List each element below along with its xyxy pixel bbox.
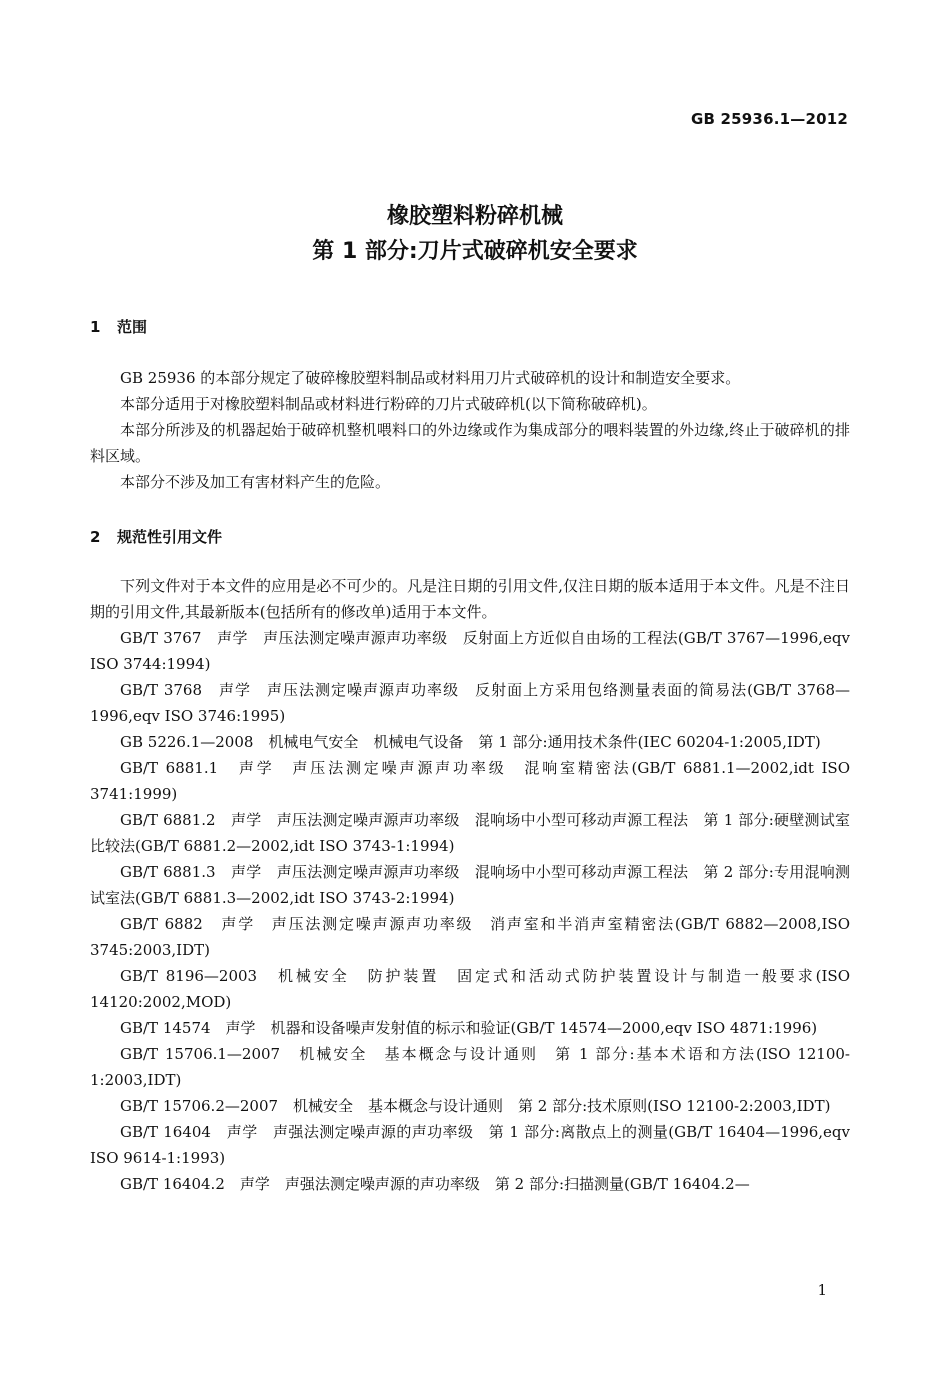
reference-item: GB/T 3768 声学 声压法测定噪声源声功率级 反射面上方采用包络测量表面的简易法(GB/T 3768—1996,eqv ISO 3746:1995)	[90, 681, 850, 725]
section-number: 1	[90, 318, 101, 336]
reference-item: GB/T 6882 声学 声压法测定噪声源声功率级 消声室和半消声室精密法(GB/T 6882—2008,ISO 3745:2003,IDT)	[90, 915, 850, 959]
reference-item: GB/T 16404 声学 声强法测定噪声源的声功率级 第 1 部分:离散点上的测量(GB/T 16404—1996,eqv ISO 9614-1:1993)	[90, 1123, 850, 1167]
reference-item: GB/T 3767 声学 声压法测定噪声源声功率级 反射面上方近似自由场的工程法(GB/T 3767—1996,eqv ISO 3744:1994)	[90, 629, 850, 673]
paragraph: 本部分适用于对橡胶塑料制品或材料进行粉碎的刀片式破碎机(以下简称破碎机)。	[120, 395, 657, 413]
document-title-line2: 第 1 部分:刀片式破碎机安全要求	[312, 239, 638, 264]
section-2-body	[90, 573, 850, 1197]
paragraph: GB 25936 的本部分规定了破碎橡胶塑料制品或材料用刀片式破碎机的设计和制造安全要求。	[120, 369, 741, 387]
paragraph: 本部分不涉及加工有害材料产生的危险。	[120, 473, 391, 491]
section-1-body	[90, 365, 850, 495]
section-title: 规范性引用文件	[117, 528, 223, 546]
paragraph: 本部分所涉及的机器起始于破碎机整机喂料口的外边缘或作为集成部分的喂料装置的外边缘,终止于破碎机的排料区域。	[90, 421, 850, 465]
document-title-line1: 橡胶塑料粉碎机械	[386, 204, 563, 229]
intro-paragraph: 下列文件对于本文件的应用是必不可少的。凡是注日期的引用文件,仅注日期的版本适用于本文件。凡是不注日期的引用文件,其最新版本(包括所有的修改单)适用于本文件。	[90, 577, 850, 621]
reference-item: GB/T 6881.3 声学 声压法测定噪声源声功率级 混响场中小型可移动声源工程法 第 2 部分:专用混响测试室法(GB/T 6881.3—2002,idt ISO 3743-2:1994)	[90, 863, 850, 907]
reference-item: GB 5226.1—2008 机械电气安全 机械电气设备 第 1 部分:通用技术条件(IEC 60204-1:2005,IDT)	[120, 733, 821, 751]
section-1-heading	[90, 316, 147, 337]
reference-item: GB/T 14574 声学 机器和设备噪声发射值的标示和验证(GB/T 14574—2000,eqv ISO 4871:1996)	[120, 1019, 818, 1037]
section-2-heading	[90, 526, 222, 547]
page-number: 1	[817, 1281, 827, 1299]
section-title: 范围	[117, 318, 148, 336]
standard-code: GB 25936.1—2012	[690, 110, 848, 128]
reference-item: GB/T 16404.2 声学 声强法测定噪声源的声功率级 第 2 部分:扫描测量(GB/T 16404.2—	[120, 1175, 750, 1193]
reference-item: GB/T 6881.1 声学 声压法测定噪声源声功率级 混响室精密法(GB/T 6881.1—2002,idt ISO 3741:1999)	[90, 759, 850, 803]
reference-item: GB/T 8196—2003 机械安全 防护装置 固定式和活动式防护装置设计与制造一般要求(ISO 14120:2002,MOD)	[90, 967, 850, 1011]
section-number: 2	[90, 528, 101, 546]
reference-item: GB/T 15706.1—2007 机械安全 基本概念与设计通则 第 1 部分:基本术语和方法(ISO 12100-1:2003,IDT)	[90, 1045, 850, 1089]
reference-item: GB/T 6881.2 声学 声压法测定噪声源声功率级 混响场中小型可移动声源工程法 第 1 部分:硬壁测试室比较法(GB/T 6881.2—2002,idt ISO 3743-1:1994)	[90, 811, 850, 855]
reference-item: GB/T 15706.2—2007 机械安全 基本概念与设计通则 第 2 部分:技术原则(ISO 12100-2:2003,IDT)	[120, 1097, 831, 1115]
